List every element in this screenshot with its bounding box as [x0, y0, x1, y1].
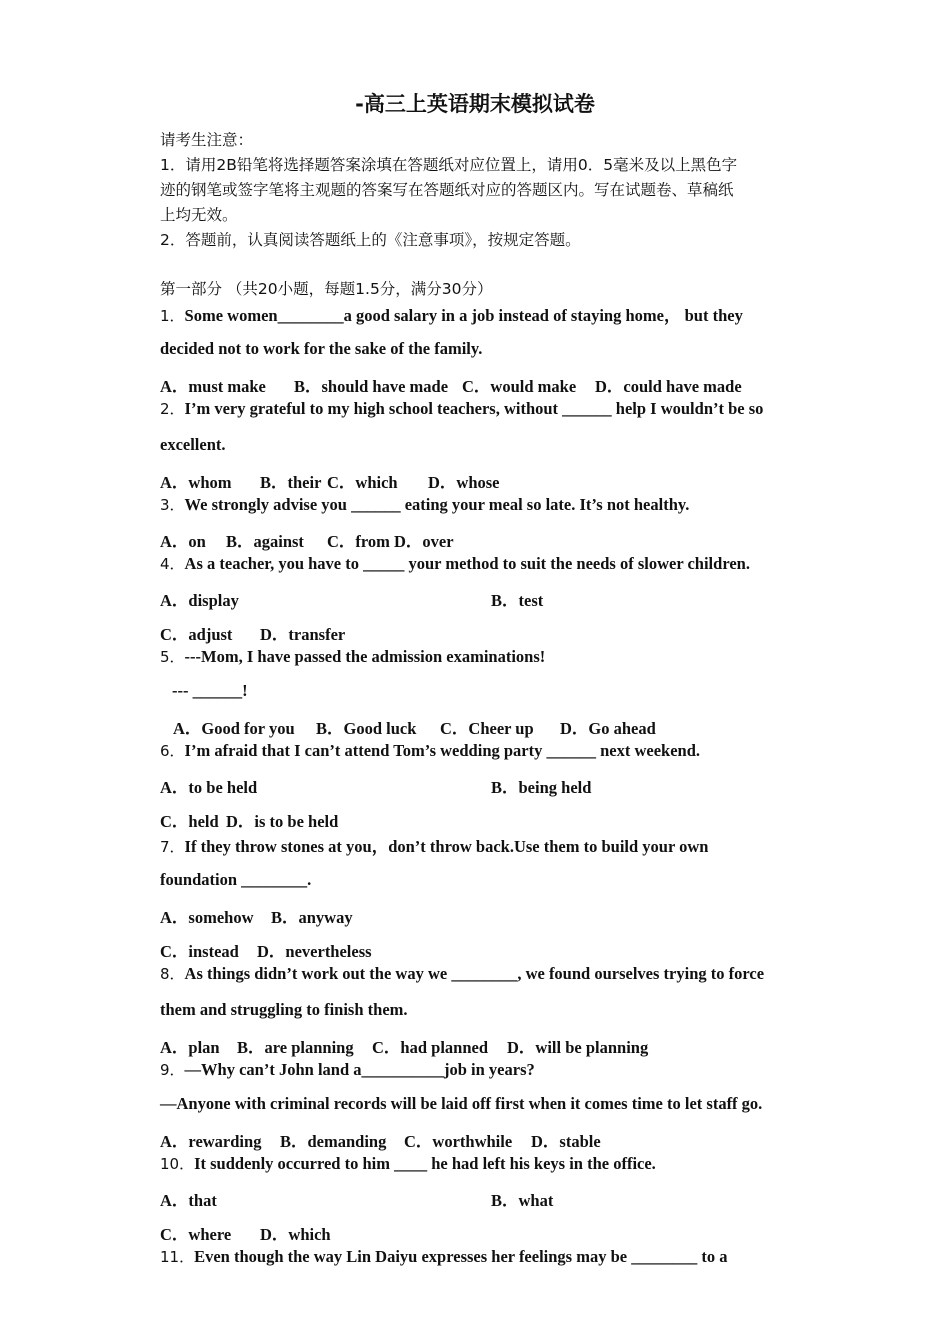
option-a[interactable]: A．rewarding [160, 1132, 262, 1151]
notice-heading: 请考生注意： [160, 131, 254, 149]
question-2 [160, 398, 763, 419]
option-c[interactable]: C．adjust [160, 625, 233, 644]
question-text: —Why can’t John land a__________job in years? [184, 1060, 535, 1079]
question-7 [160, 833, 708, 857]
question-text: decided not to work for the sake of the family. [160, 339, 483, 358]
question-text: Even though the way Lin Daiyu expresses her feelings may be ________ to a [194, 1247, 728, 1266]
option-b[interactable]: B．what [491, 1191, 554, 1210]
question-3 [160, 494, 689, 515]
question-number: 11． [160, 1248, 195, 1266]
option-a[interactable]: A．to be held [160, 778, 258, 797]
option-a[interactable]: A．whom [160, 473, 232, 492]
notice-line: 迹的钢笔或签字笔将主观题的答案写在答题纸对应的答题区内。写在试题卷、草稿纸 [160, 181, 734, 199]
option-d[interactable]: D．transfer [260, 625, 346, 644]
question-text: excellent. [160, 435, 226, 454]
option-d[interactable]: D．will be planning [507, 1038, 649, 1057]
option-a[interactable]: A．somehow [160, 908, 254, 927]
option-a[interactable]: A．on [160, 532, 206, 551]
question-text: If they throw stones at you，don’t throw back.Use them to build your own [184, 837, 709, 856]
option-c[interactable]: C．which [327, 473, 398, 492]
option-b[interactable]: B．test [491, 591, 544, 610]
option-a[interactable]: A．must make [160, 377, 266, 396]
option-d[interactable]: D．stable [531, 1132, 601, 1151]
question-9 [160, 1059, 535, 1080]
question-text: —Anyone with criminal records will be laid off first when it comes time to let staff go. [160, 1094, 763, 1113]
option-b[interactable]: B．against [226, 532, 304, 551]
option-b[interactable]: B．should have made [294, 377, 449, 396]
question-text: It suddenly occurred to him ____ he had left his keys in the office. [194, 1154, 656, 1173]
option-b[interactable]: B．are planning [237, 1038, 354, 1057]
option-c[interactable]: C．Cheer up [440, 719, 534, 738]
page-title: -高三上英语期末模拟试卷 [355, 92, 595, 116]
question-number: 3． [160, 496, 185, 514]
option-d[interactable]: D．nevertheless [257, 942, 372, 961]
question-text: foundation ________. [160, 870, 312, 889]
option-a[interactable]: A．Good for you [173, 719, 295, 738]
option-a[interactable]: A．display [160, 591, 239, 610]
question-10 [160, 1153, 656, 1174]
question-11 [160, 1246, 727, 1267]
question-number: 2． [160, 400, 185, 418]
notice-line: 上均无效。 [160, 206, 238, 224]
option-c[interactable]: C．where [160, 1225, 232, 1244]
question-number: 5． [160, 648, 185, 666]
question-text: As things didn’t work out the way we ________, we found ourselves trying to force [184, 964, 765, 983]
question-6 [160, 740, 700, 761]
question-5 [160, 646, 545, 667]
question-4 [160, 553, 750, 574]
question-text: Some women________a good salary in a job instead of staying home， but they [184, 306, 743, 325]
question-text: I’m afraid that I can’t attend Tom’s wedding party ______ next weekend. [184, 741, 701, 760]
question-text: --- ______! [172, 681, 248, 700]
option-c[interactable]: C．worthwhile [404, 1132, 513, 1151]
option-c[interactable]: C．held [160, 812, 219, 831]
option-d[interactable]: D．whose [428, 473, 500, 492]
question-text: We strongly advise you ______ eating your meal so late. It’s not healthy. [184, 495, 690, 514]
option-b[interactable]: B．demanding [280, 1132, 387, 1151]
option-a[interactable]: A．plan [160, 1038, 220, 1057]
option-c[interactable]: C．instead [160, 942, 239, 961]
option-a[interactable]: A．that [160, 1191, 217, 1210]
question-number: 8． [160, 965, 185, 983]
notice-line: 2．答题前，认真阅读答题纸上的《注意事项》，按规定答题。 [160, 231, 581, 249]
question-text: ---Mom, I have passed the admission examinations! [184, 647, 546, 666]
option-b[interactable]: B．being held [491, 778, 592, 797]
option-b[interactable]: B．Good luck [316, 719, 417, 738]
question-text: I’m very grateful to my high school teachers, without ______ help I wouldn’t be so [184, 399, 764, 418]
option-b[interactable]: B．anyway [271, 908, 353, 927]
notice-line: 1．请用2B铅笔将选择题答案涂填在答题纸对应位置上，请用0．5毫米及以上黑色字 [160, 156, 738, 174]
question-1 [160, 302, 743, 326]
question-text: them and struggling to finish them. [160, 1000, 408, 1019]
section-heading: 第一部分 （共20小题，每题1.5分，满分30分） [160, 280, 493, 298]
option-d[interactable]: D．Go ahead [560, 719, 656, 738]
option-d[interactable]: D．could have made [595, 377, 742, 396]
option-c[interactable]: C．from [327, 532, 390, 551]
question-number: 6． [160, 742, 185, 760]
question-number: 4． [160, 555, 185, 573]
question-number: 9． [160, 1061, 185, 1079]
option-c[interactable]: C．would make [462, 377, 577, 396]
option-b[interactable]: B．their [260, 473, 322, 492]
option-c[interactable]: C．had planned [372, 1038, 489, 1057]
option-d[interactable]: D．over [394, 532, 454, 551]
option-d[interactable]: D．is to be held [226, 812, 339, 831]
option-d[interactable]: D．which [260, 1225, 331, 1244]
question-text: As a teacher, you have to _____ your method to suit the needs of slower children. [184, 554, 750, 573]
question-number: 10． [160, 1155, 195, 1173]
question-number: 1． [160, 307, 185, 325]
question-8 [160, 963, 764, 984]
question-number: 7． [160, 838, 185, 856]
